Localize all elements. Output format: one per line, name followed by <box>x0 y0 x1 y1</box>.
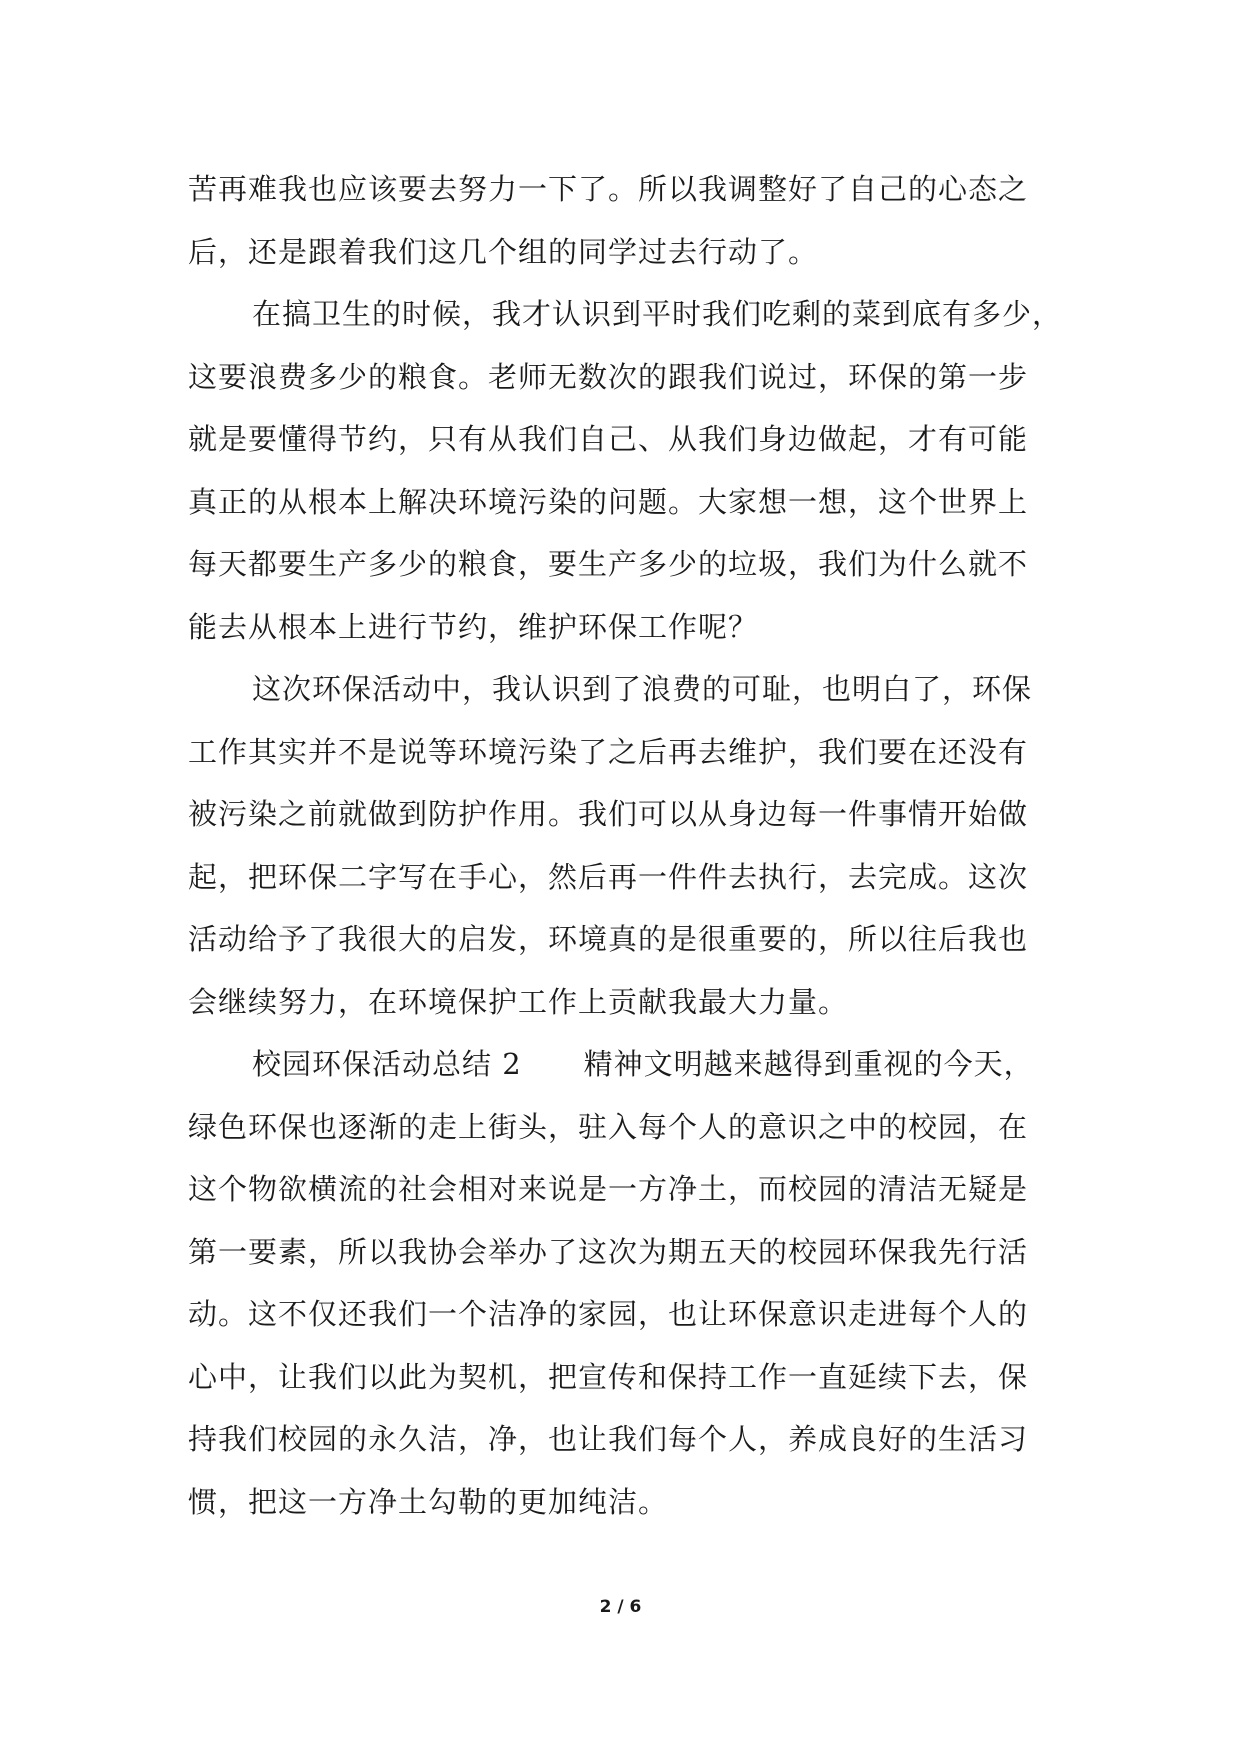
text-line: 被污染之前就做到防护作用。我们可以从身边每一件事情开始做 <box>188 797 1029 831</box>
text-line: 持我们校园的永久洁，净，也让我们每个人，养成良好的生活习 <box>188 1422 1029 1456</box>
text-line: 动。这不仅还我们一个洁净的家园，也让环保意识走进每个人的 <box>188 1297 1029 1331</box>
text-line: 工作其实并不是说等环境污染了之后再去维护，我们要在还没有 <box>188 734 1029 769</box>
section-heading: 校园环保活动总结 2 <box>252 1047 522 1081</box>
section-heading-line <box>188 1033 1088 1096</box>
text-line: 心中，让我们以此为契机，把宣传和保持工作一直延续下去，保 <box>188 1359 1029 1394</box>
paragraph-start-line: 这次环保活动中，我认识到了浪费的可耻，也明白了，环保 <box>252 672 1033 706</box>
text-line: 后，还是跟着我们这几个组的同学过去行动了。 <box>188 234 819 269</box>
section-first-line: 精神文明越来越得到重视的今天， <box>583 1047 1034 1081</box>
text-line: 就是要懂得节约，只有从我们自己、从我们身边做起，才有可能 <box>188 422 1029 456</box>
text-line: 第一要素，所以我协会举办了这次为期五天的校园环保我先行活 <box>188 1234 1029 1269</box>
text-line: 起，把环保二字写在手心，然后再一件件去执行，去完成。这次 <box>188 859 1029 894</box>
text-line: 会继续努力，在环境保护工作上贡献我最大力量。 <box>188 984 849 1019</box>
text-line: 苦再难我也应该要去努力一下了。所以我调整好了自己的心态之 <box>188 172 1029 206</box>
paragraph-start-line: 在搞卫生的时候，我才认识到平时我们吃剩的菜到底有多少， <box>252 297 1063 331</box>
body-text <box>188 158 1088 1533</box>
text-line: 这个物欲横流的社会相对来说是一方净土，而校园的清洁无疑是 <box>188 1172 1029 1206</box>
text-line: 绿色环保也逐渐的走上街头，驻入每个人的意识之中的校园，在 <box>188 1109 1029 1144</box>
text-line: 活动给予了我很大的启发，环境真的是很重要的，所以往后我也 <box>188 922 1029 956</box>
text-line: 惯，把这一方净土勾勒的更加纯洁。 <box>188 1484 669 1519</box>
text-line: 这要浪费多少的粮食。老师无数次的跟我们说过，环保的第一步 <box>188 359 1029 394</box>
text-line: 每天都要生产多少的粮食，要生产多少的垃圾，我们为什么就不 <box>188 547 1029 581</box>
text-line: 能去从根本上进行节约，维护环保工作呢？ <box>188 609 759 644</box>
text-line: 真正的从根本上解决环境污染的问题。大家想一想，这个世界上 <box>188 484 1029 519</box>
page-number: 2 / 6 <box>599 1597 642 1617</box>
